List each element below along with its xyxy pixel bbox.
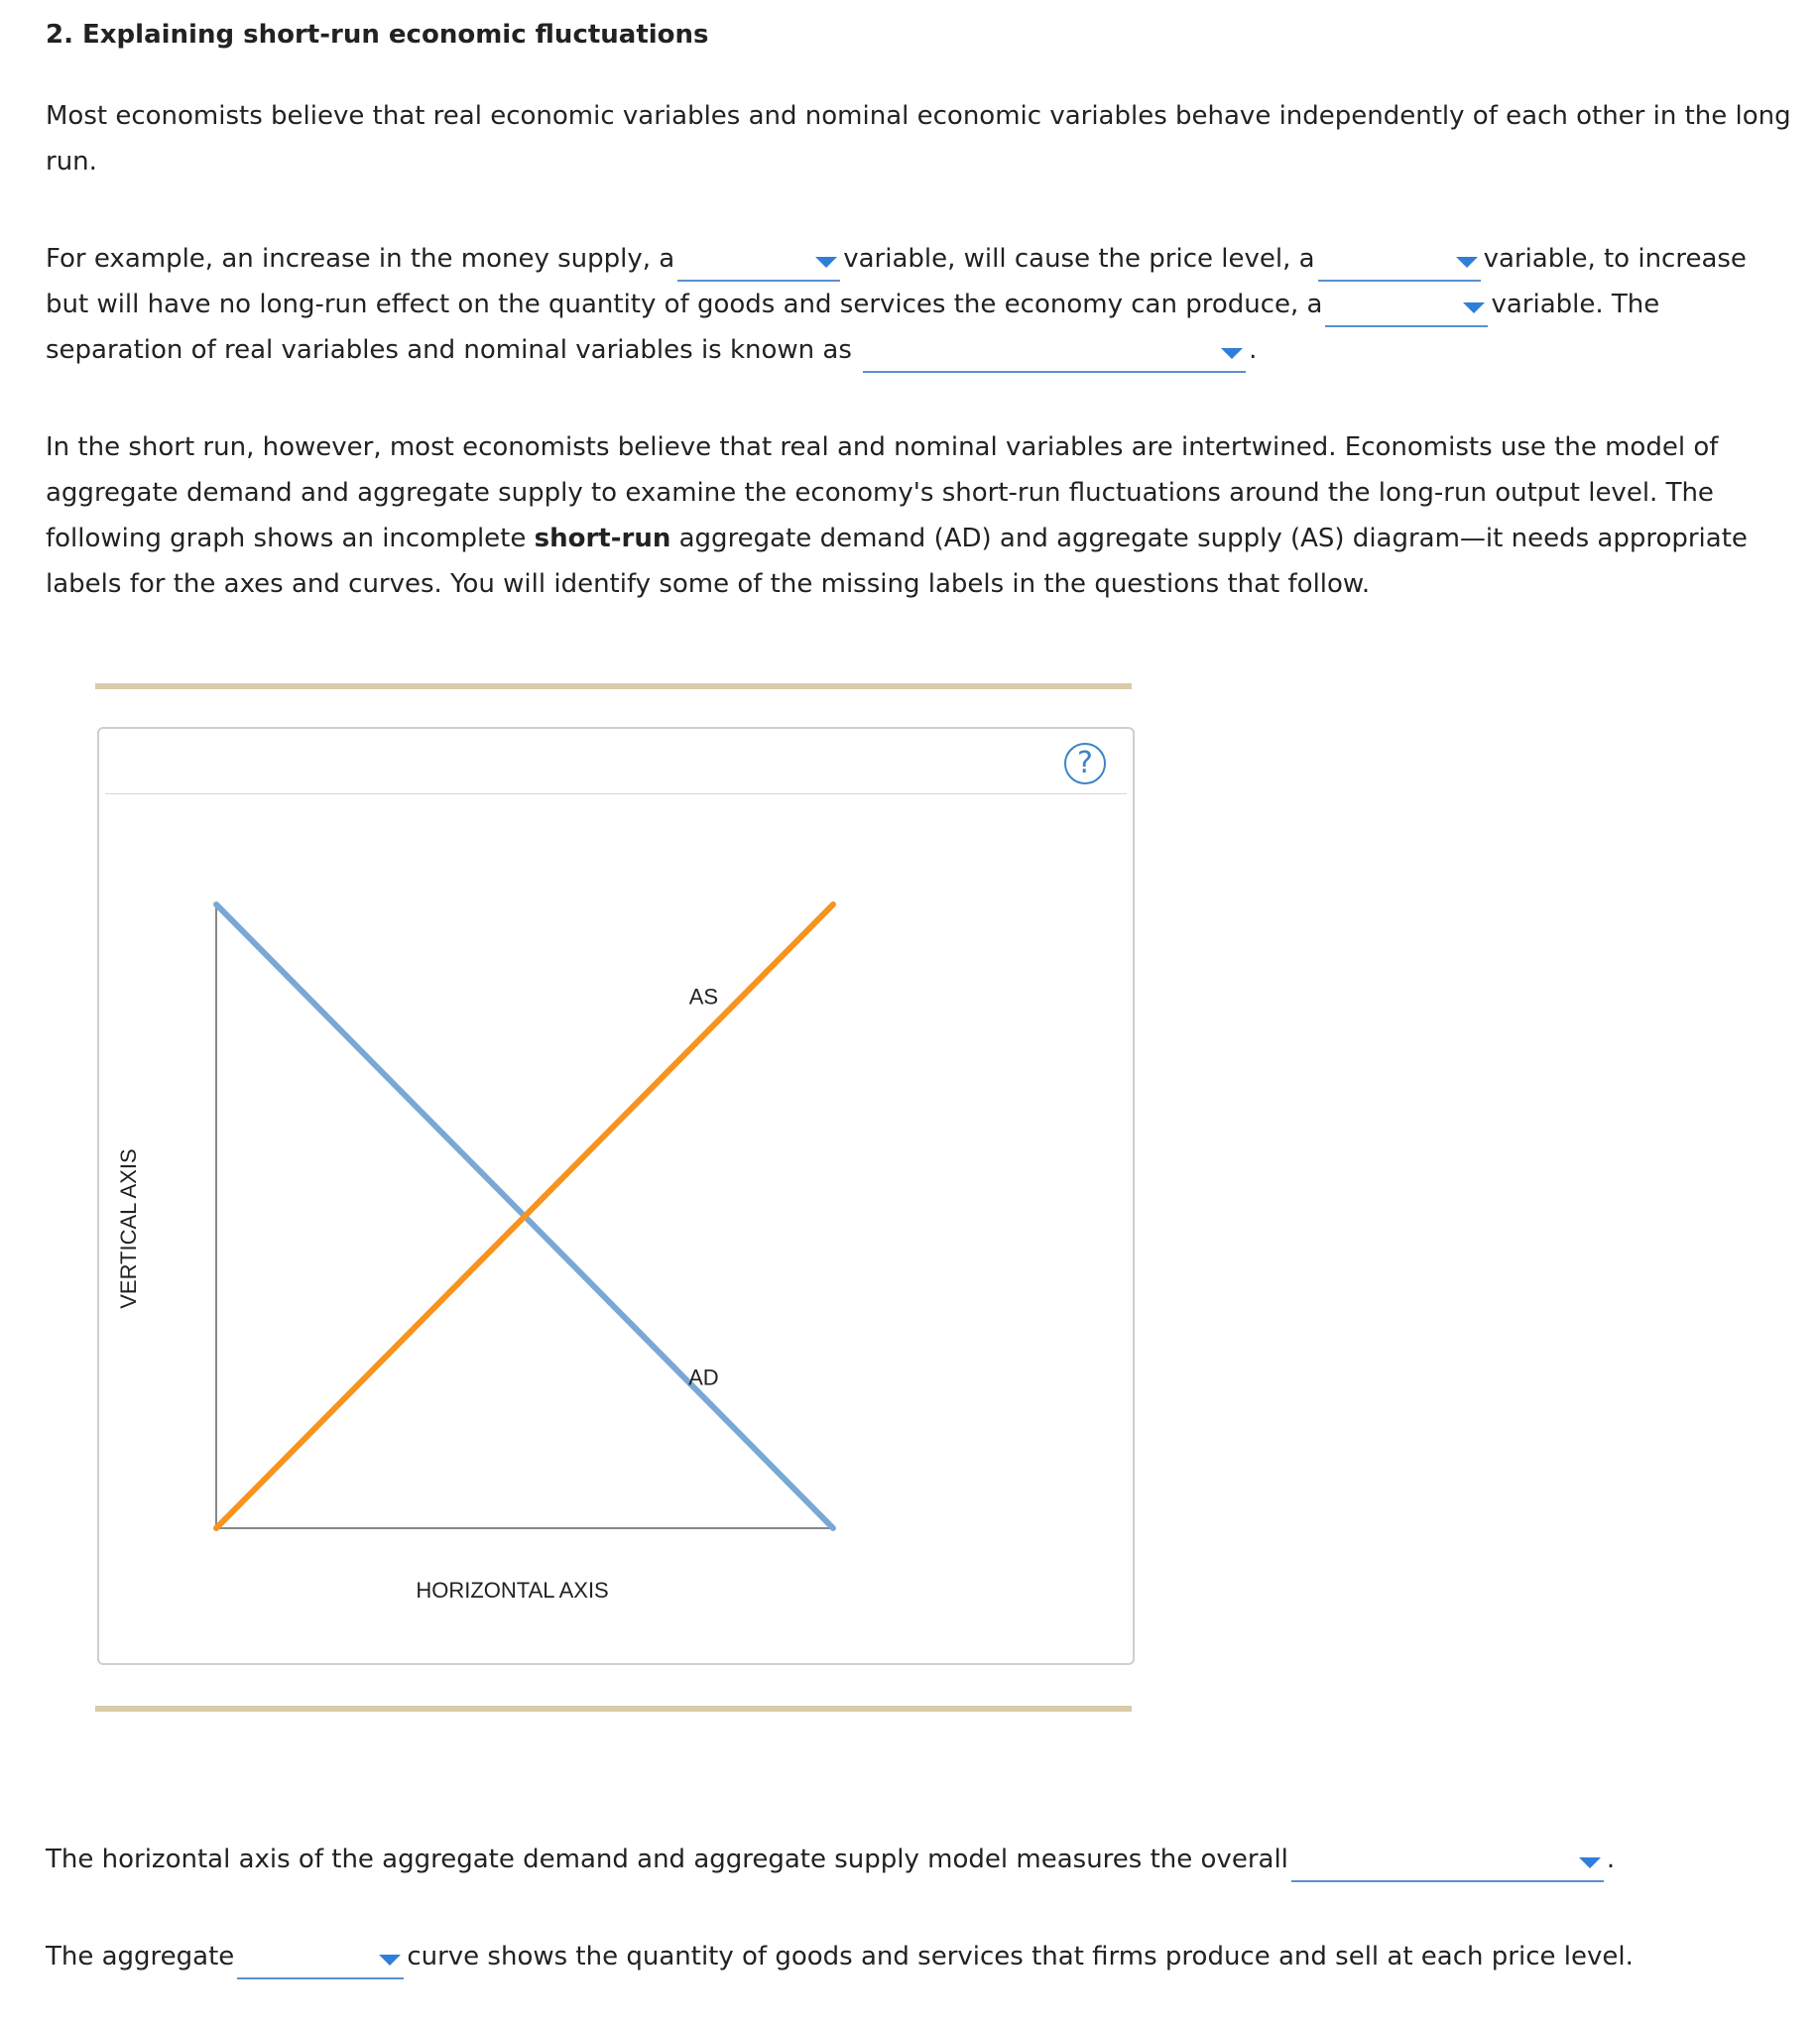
dropdown-arrow-icon [1463, 302, 1485, 313]
ad-as-graph-panel [97, 727, 1135, 1665]
graph-bottom-divider [95, 1706, 1132, 1712]
horizontal-axis-question [46, 1837, 1791, 1882]
money-supply-variable-dropdown[interactable] [677, 244, 840, 282]
intro-paragraph [46, 93, 1791, 184]
separation-term-dropdown[interactable] [863, 335, 1246, 373]
question-title: 2. Explaining short-run economic fluctuations [46, 20, 709, 50]
horizontal-axis-measure-dropdown[interactable] [1291, 1845, 1604, 1882]
example-text-4: variable. The separation of real variables and nominal variables is known as [46, 290, 1660, 365]
ad-as-chart [99, 729, 1133, 1663]
q2-start: The aggregate [46, 1942, 235, 1971]
aggregate-curve-dropdown[interactable] [237, 1942, 404, 1979]
price-level-variable-dropdown[interactable] [1318, 244, 1481, 282]
ad-curve-label[interactable]: AD [688, 1365, 719, 1390]
dropdown-arrow-icon [379, 1955, 401, 1966]
quantity-variable-dropdown[interactable] [1325, 290, 1488, 327]
help-icon[interactable]: ? [1064, 743, 1106, 784]
aggregate-curve-question [46, 1934, 1791, 1979]
dropdown-arrow-icon [1221, 348, 1243, 359]
q2-end: curve shows the quantity of goods and services that firms produce and sell at each price level. [407, 1942, 1634, 1971]
shortrun-paragraph [46, 424, 1791, 607]
shortrun-text-2: aggregate demand (AD) and aggregate supply (AS) diagram—it needs appropriate labels for the axes and curves. You will identify some of the missing labels in the questions that follow. [46, 524, 1748, 599]
example-text-3: variable, to increase but will have no long-run effect on the quantity of goods and services the economy can produce, a [46, 244, 1747, 319]
vertical-axis-label[interactable]: VERTICAL AXIS [116, 1148, 141, 1309]
graph-top-divider [95, 683, 1132, 689]
example-text-1: For example, an increase in the money supply, a [46, 244, 675, 274]
q1-text: The horizontal axis of the aggregate demand and aggregate supply model measures the overall [46, 1845, 1288, 1874]
shortrun-text-1: In the short run, however, most economists believe that real and nominal variables are intertwined. Economists use the model of aggregate demand and aggregate supply to examine the economy's short-run fluctuations around the long-run output level. The following graph shows an incomplete [46, 432, 1719, 553]
horizontal-axis-label[interactable]: HORIZONTAL AXIS [416, 1578, 609, 1603]
example-text-5: . [1249, 335, 1258, 365]
dropdown-arrow-icon [1456, 257, 1478, 268]
intro-text: Most economists believe that real economic variables and nominal economic variables behave independently of each other in the long run. [46, 101, 1791, 177]
q1-end: . [1606, 1845, 1616, 1874]
example-paragraph [46, 236, 1791, 373]
as-curve-label[interactable]: AS [688, 984, 719, 1010]
dropdown-arrow-icon [815, 257, 837, 268]
shortrun-bold-text: short-run [534, 524, 671, 553]
example-text-2: variable, will cause the price level, a [843, 244, 1315, 274]
dropdown-arrow-icon [1579, 1857, 1601, 1868]
